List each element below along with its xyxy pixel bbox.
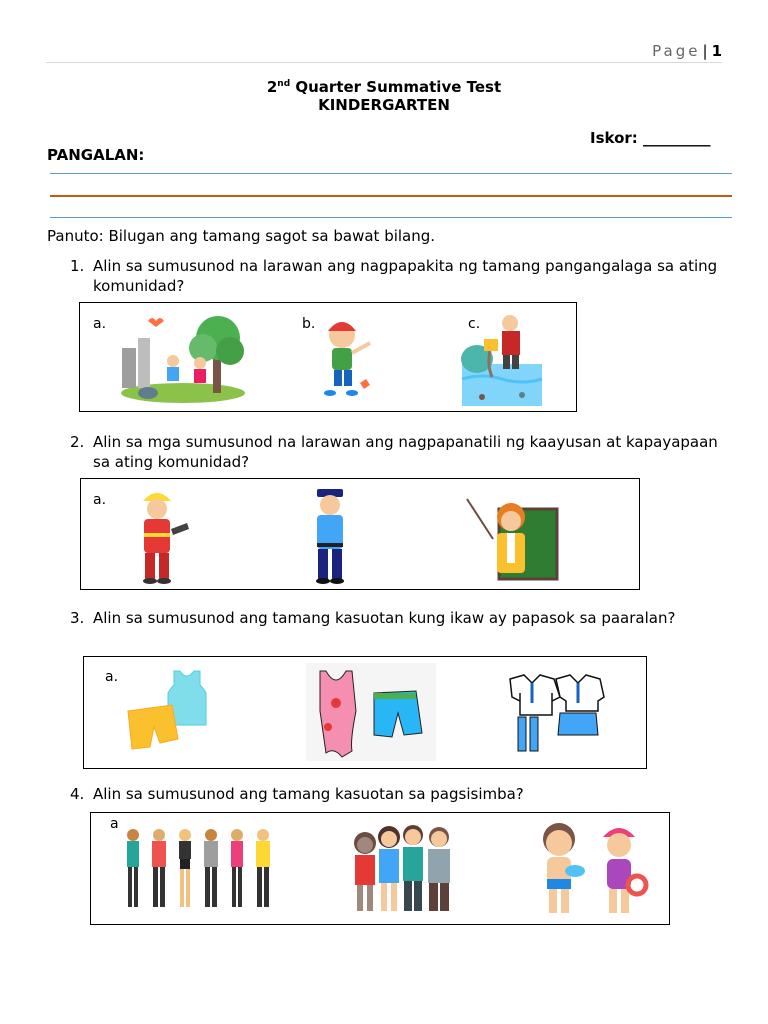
writing-line-top [50, 173, 732, 174]
choices-box-4 [90, 812, 670, 925]
question-text: Alin sa sumusunod na larawan ang nagpapakita ng tamang pangangalaga sa ating komunidad? [93, 257, 718, 295]
teacher-image[interactable] [465, 489, 561, 585]
choice-label-a[interactable]: a. [105, 669, 119, 685]
grade-title: KINDERGARTEN [318, 96, 450, 114]
children-in-swimwear-image[interactable] [525, 817, 651, 921]
school-uniform-image[interactable] [504, 673, 604, 753]
question-1 [70, 256, 730, 296]
question-number: 1. [70, 257, 85, 275]
choice-label-a[interactable]: a. [93, 492, 107, 508]
question-number: 2. [70, 433, 85, 451]
question-2 [70, 432, 730, 472]
score-field: Iskor: _________ [590, 129, 711, 147]
header-divider [46, 62, 722, 63]
question-4 [70, 784, 730, 804]
swimsuit-and-swim-trunks-image[interactable] [306, 663, 436, 761]
choices-box-3 [83, 656, 647, 769]
choices-box-2 [80, 478, 640, 590]
boy-littering-image[interactable] [312, 313, 382, 403]
choice-label-c[interactable]: c. [468, 316, 481, 332]
police-officer-image[interactable] [303, 485, 368, 589]
writing-line-bottom [50, 217, 732, 218]
choices-box-1 [79, 302, 577, 412]
question-number: 4. [70, 785, 85, 803]
page-number: Page | 1 [652, 42, 722, 60]
question-text: Alin sa sumusunod ang tamang kasuotan kung ikaw ay papasok sa paaralan? [93, 609, 676, 627]
people-in-sportswear-image[interactable] [119, 823, 279, 915]
firefighter-image[interactable] [131, 487, 196, 587]
writing-line-middle [50, 195, 732, 197]
kids-cleaning-park-image[interactable] [118, 313, 248, 403]
name-field: PANGALAN: [47, 146, 145, 164]
question-3 [70, 608, 730, 628]
children-in-formal-clothes-image[interactable] [347, 819, 461, 919]
man-polluting-water-image[interactable] [462, 309, 544, 407]
instructions: Panuto: Bilugan ang tamang sagot sa bawat bilang. [47, 227, 436, 245]
choice-label-a[interactable]: a [110, 816, 119, 832]
test-title: 2nd Quarter Summative Test [266, 78, 502, 96]
question-text: Alin sa mga sumusunod na larawan ang nagpapanatili ng kaayusan at kapayapaan sa ating komunidad? [93, 433, 718, 471]
shorts-and-tank-top-image[interactable] [124, 669, 219, 755]
question-text: Alin sa sumusunod ang tamang kasuotan sa pagsisimba? [93, 785, 524, 803]
choice-label-a[interactable]: a. [93, 316, 107, 332]
question-number: 3. [70, 609, 85, 627]
choice-label-b[interactable]: b. [302, 316, 316, 332]
